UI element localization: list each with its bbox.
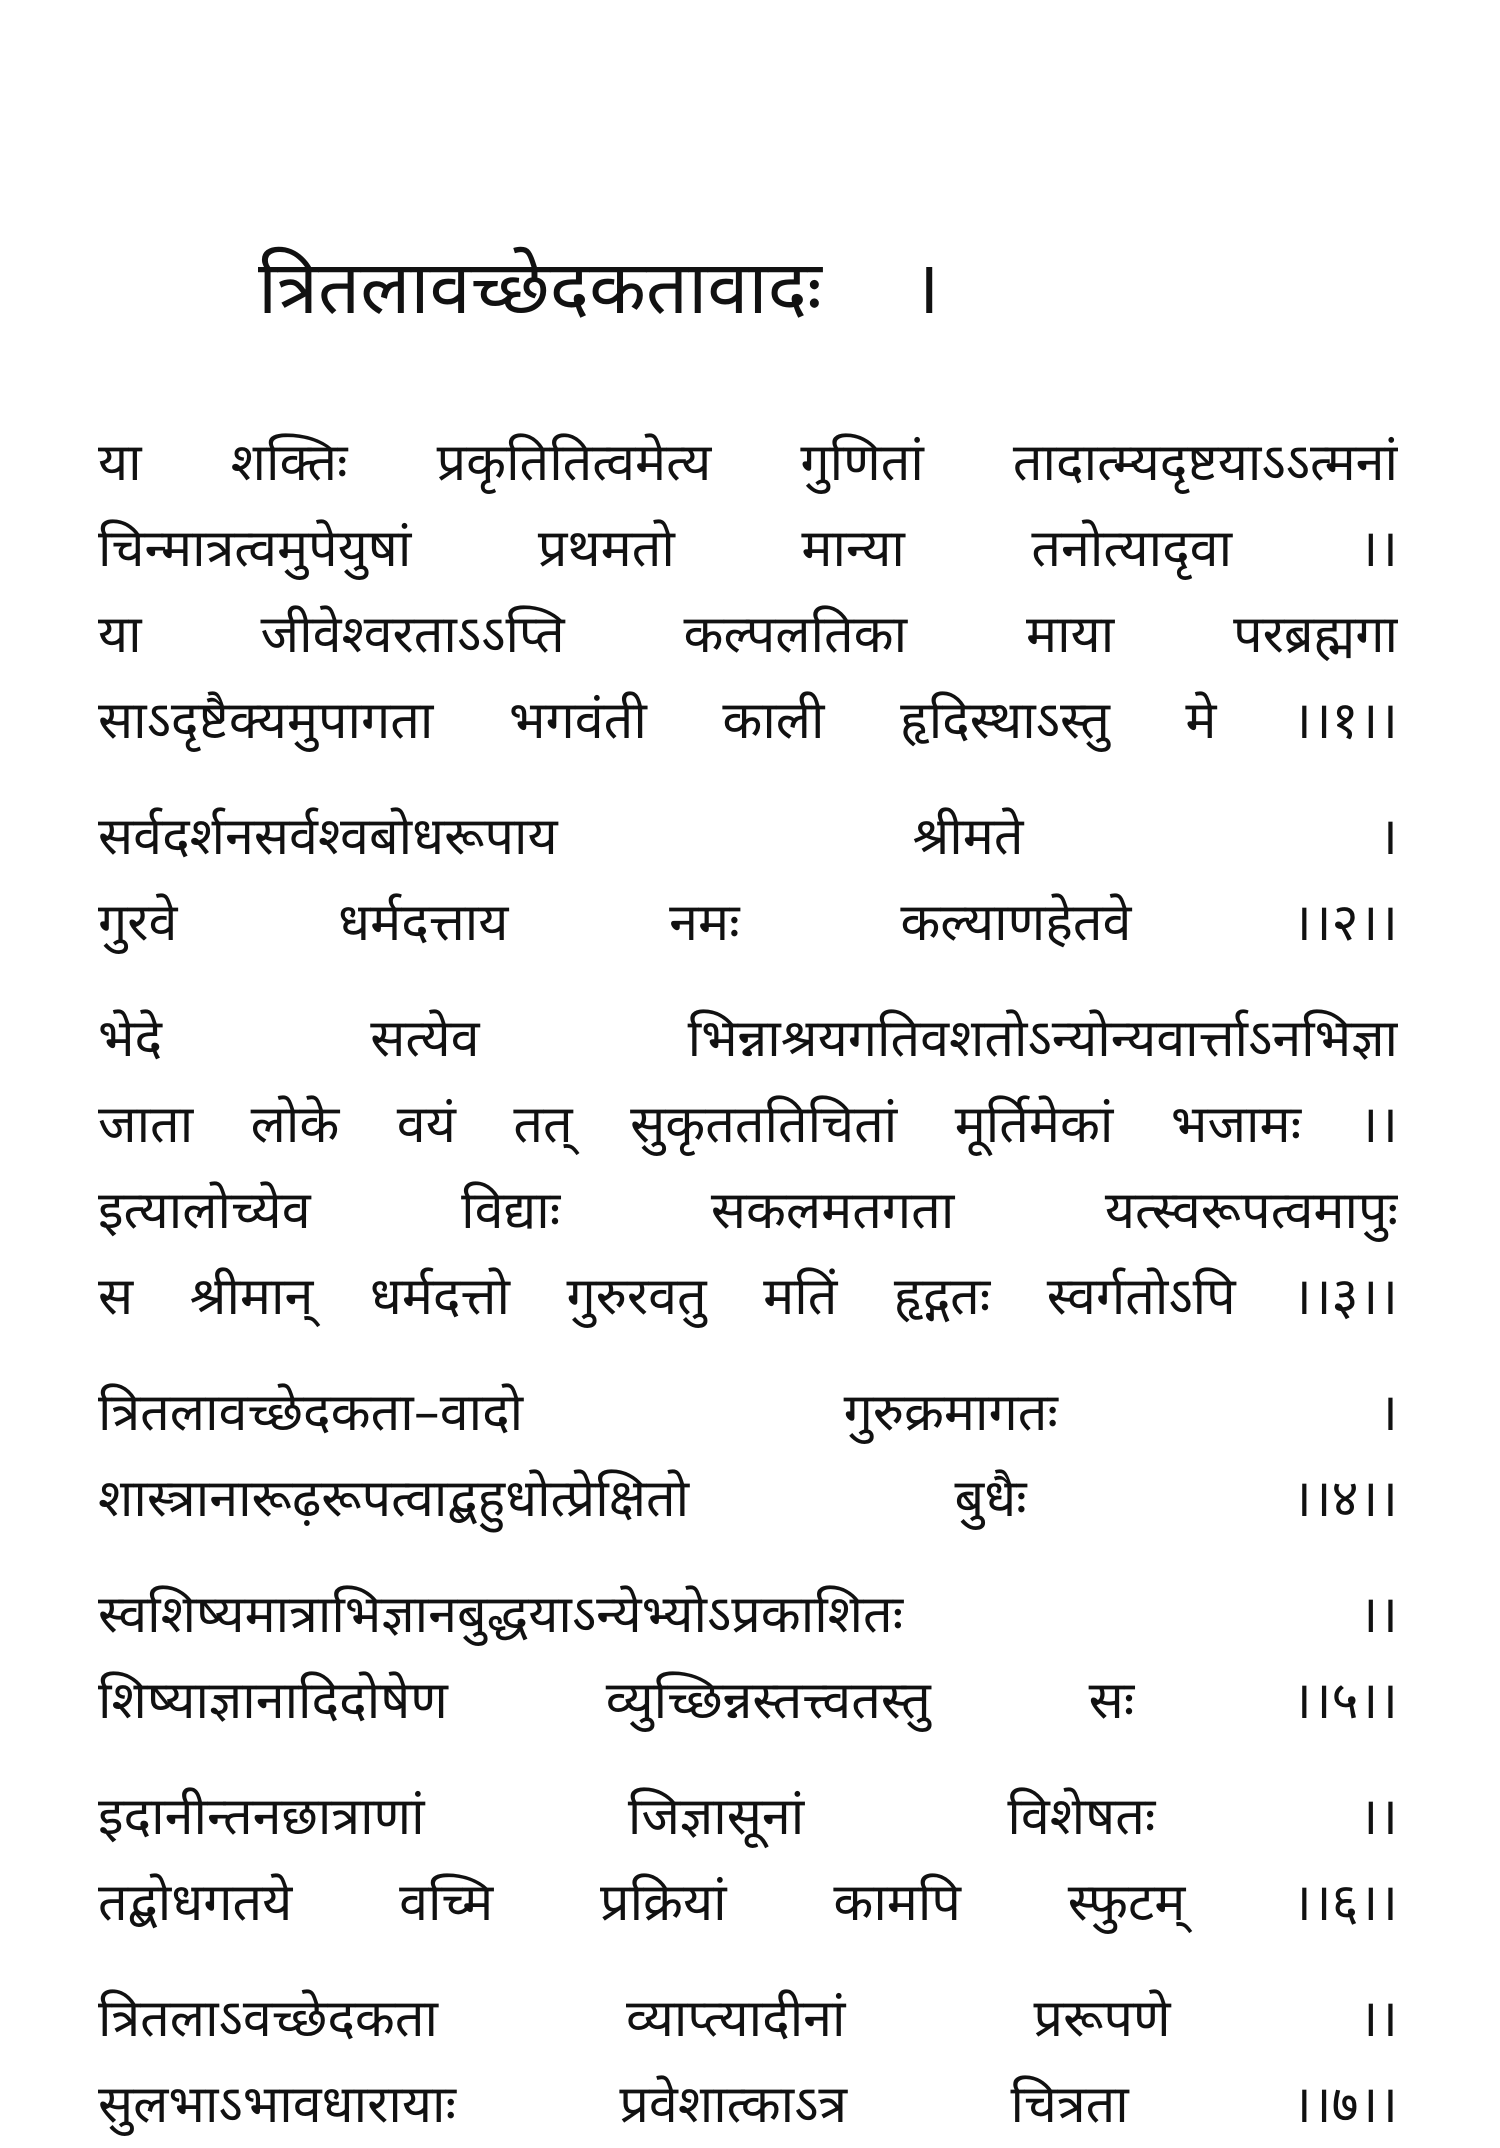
- verse-line: या शक्तिः प्रकृतितित्वमेत्य गुणितां तादात्म्यदृष्टयाऽऽत्मनां: [98, 433, 1398, 493]
- verse-line: शिष्याज्ञानादिदोषेण व्युच्छिन्नस्तत्त्वतस्तु सः ।।५।।: [98, 1671, 1398, 1731]
- verse-4: [98, 1370, 1398, 1542]
- verse-line: इदानीन्तनछात्राणां जिज्ञासूनां विशेषतः ।।: [98, 1787, 1398, 1847]
- verse-line: स्वशिष्यमात्राभिज्ञानबुद्धयाऽन्येभ्योऽप्रकाशितः ।।: [98, 1585, 1398, 1645]
- verse-list: [98, 420, 1398, 2148]
- title-text: त्रितलावच्छेदकतावादः: [258, 245, 822, 331]
- verse-line: स श्रीमान् धर्मदत्तो गुरुरवतु मतिं हृद्गतः स्वर्गतोऽपि ।।३।।: [98, 1267, 1398, 1327]
- verse-line: इत्यालोच्येव विद्याः सकलमतगता यत्स्वरूपत्वमापुः: [98, 1181, 1398, 1241]
- verse-line: भेदे सत्येव भिन्नाश्रयगतिवशतोऽन्योन्यवार्त्ताऽनभिज्ञा: [98, 1009, 1398, 1069]
- verse-line: तद्बोधगतये वच्मि प्रक्रियां कामपि स्फुटम् ।।६।।: [98, 1873, 1398, 1933]
- verse-3: [98, 996, 1398, 1340]
- verse-2: [98, 794, 1398, 966]
- verse-line: साऽदृष्टैक्यमुपागता भगवंती काली हृदिस्थाऽस्तु मे ।।१।।: [98, 691, 1398, 751]
- title-danda: ।: [911, 245, 940, 331]
- verse-line: चिन्मात्रत्वमुपेयुषां प्रथमतो मान्या तनोत्यादृवा ।।: [98, 519, 1398, 579]
- verse-line: या जीवेश्वरताऽऽप्ति कल्पलतिका माया परब्रह्मगा: [98, 605, 1398, 665]
- verse-line: गुरवे धर्मदत्ताय नमः कल्याणहेतवे ।।२।।: [98, 893, 1398, 953]
- verse-6: [98, 1774, 1398, 1946]
- verse-line: त्रितलाऽवच्छेदकता व्याप्त्यादीनां प्ररूपणे ।।: [98, 1989, 1398, 2049]
- verse-line: शास्त्रानारूढ़रूपत्वाद्बहुधोत्प्रेक्षितो बुधैः ।।४।।: [98, 1469, 1398, 1529]
- verse-5: [98, 1572, 1398, 1744]
- verse-1: [98, 420, 1398, 764]
- page-title: [258, 238, 1258, 338]
- verse-line: सर्वदर्शनसर्वश्वबोधरूपाय श्रीमते ।: [98, 807, 1398, 867]
- verse-7: [98, 1976, 1398, 2148]
- verse-line: त्रितलावच्छेदकता–वादो गुरुक्रमागतः ।: [98, 1383, 1398, 1443]
- verse-line: जाता लोके वयं तत् सुकृतततिचितां मूर्तिमेकां भजामः ।।: [98, 1095, 1398, 1155]
- verse-line: सुलभाऽभावधारायाः प्रवेशात्काऽत्र चित्रता ।।७।।: [98, 2075, 1398, 2135]
